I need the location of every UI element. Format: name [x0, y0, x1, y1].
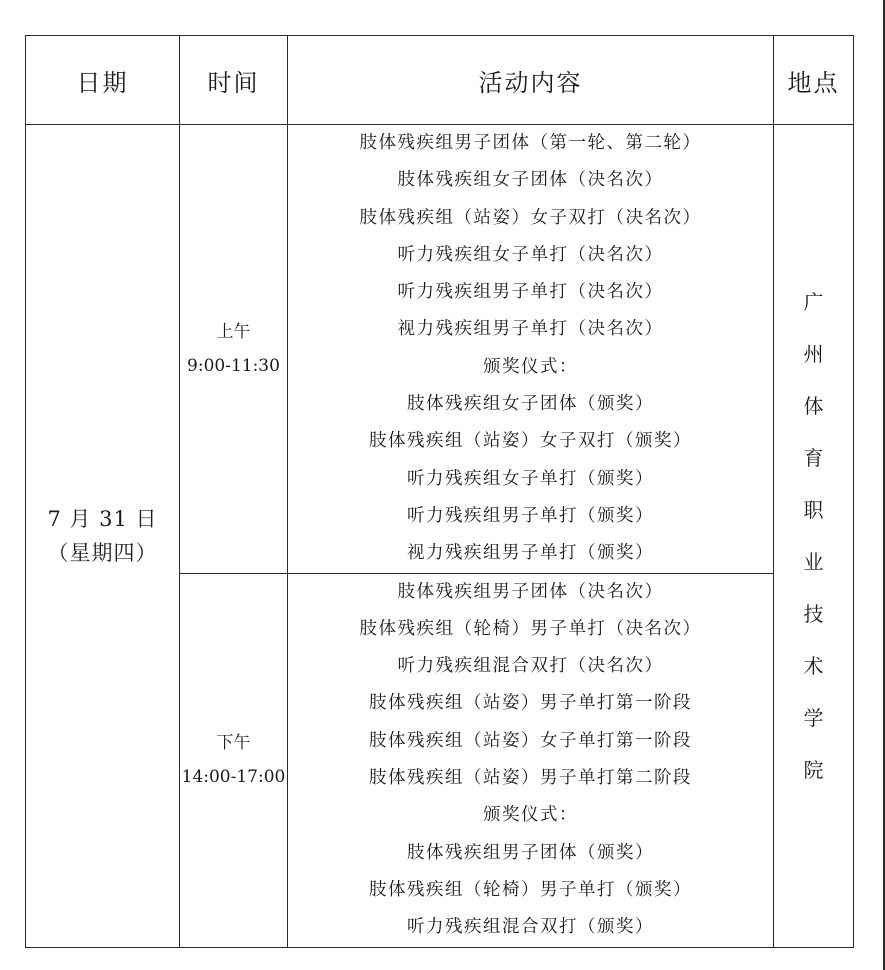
time-cell-morning	[180, 125, 288, 574]
activity-item: 肢体残疾组男子团体（颁奖）	[407, 842, 654, 863]
header-content: 活动内容	[288, 36, 774, 125]
activity-item: 肢体残疾组（站姿）女子双打（决名次）	[359, 207, 702, 228]
activity-item: 听力残疾组混合双打（决名次）	[397, 656, 664, 677]
activity-list-morning	[288, 125, 773, 573]
place-char: 广	[803, 289, 824, 314]
date-cell	[26, 125, 180, 948]
activity-item: 肢体残疾组（站姿）男子单打第一阶段	[369, 693, 692, 714]
date-text: 7 月 31 日	[47, 506, 158, 531]
activity-item: 听力残疾组女子单打（颁奖）	[407, 468, 654, 489]
place-char: 技	[803, 601, 824, 626]
place-char: 职	[803, 497, 824, 522]
activity-item: 听力残疾组女子单打（决名次）	[397, 244, 664, 265]
place-char: 业	[803, 549, 824, 574]
activity-item: 肢体残疾组（轮椅）男子单打（决名次）	[359, 618, 702, 639]
activity-item: 听力残疾组男子单打（颁奖）	[407, 505, 654, 526]
content-cell-afternoon	[288, 573, 774, 947]
activity-item: 听力残疾组混合双打（颁奖）	[407, 917, 654, 938]
header-time: 时间	[180, 36, 288, 125]
place-cell	[774, 125, 854, 948]
activity-list-afternoon	[288, 574, 773, 947]
place-char: 州	[803, 341, 824, 366]
place-char: 体	[803, 393, 824, 418]
place-char: 院	[803, 757, 824, 782]
activity-item: 肢体残疾组（站姿）女子单打第一阶段	[369, 730, 692, 751]
header-row	[26, 36, 854, 125]
session-row-morning	[26, 125, 854, 574]
activity-item: 肢体残疾组男子团体（第一轮、第二轮）	[359, 133, 702, 153]
activity-item: 颁奖仪式：	[483, 356, 578, 377]
header-date: 日期	[26, 36, 180, 125]
activity-item: 肢体残疾组（站姿）男子单打第二阶段	[369, 768, 692, 789]
weekday-text: （星期四）	[47, 540, 158, 565]
activity-item: 视力残疾组男子单打（颁奖）	[407, 543, 654, 564]
place-char: 学	[803, 705, 824, 730]
activity-item: 肢体残疾组（站姿）女子双打（颁奖）	[369, 431, 692, 452]
activity-item: 听力残疾组男子单打（决名次）	[397, 282, 664, 303]
period-label: 下午	[216, 733, 251, 754]
activity-item: 肢体残疾组男子团体（决名次）	[397, 581, 664, 602]
header-place: 地点	[774, 36, 854, 125]
activity-item: 肢体残疾组女子团体（颁奖）	[407, 394, 654, 415]
content-cell-morning	[288, 125, 774, 574]
time-range: 9:00-11:30	[187, 355, 280, 376]
activity-item: 视力残疾组男子单打（决名次）	[397, 319, 664, 340]
activity-item: 肢体残疾组（轮椅）男子单打（颁奖）	[369, 879, 692, 900]
activity-item: 肢体残疾组女子团体（决名次）	[397, 170, 664, 191]
place-char: 术	[803, 653, 824, 678]
period-label: 上午	[216, 321, 251, 342]
time-range: 14:00-17:00	[181, 767, 286, 788]
place-char: 育	[803, 445, 824, 470]
time-cell-afternoon	[180, 573, 288, 947]
activity-item: 颁奖仪式：	[483, 805, 578, 826]
schedule-table	[25, 35, 854, 948]
